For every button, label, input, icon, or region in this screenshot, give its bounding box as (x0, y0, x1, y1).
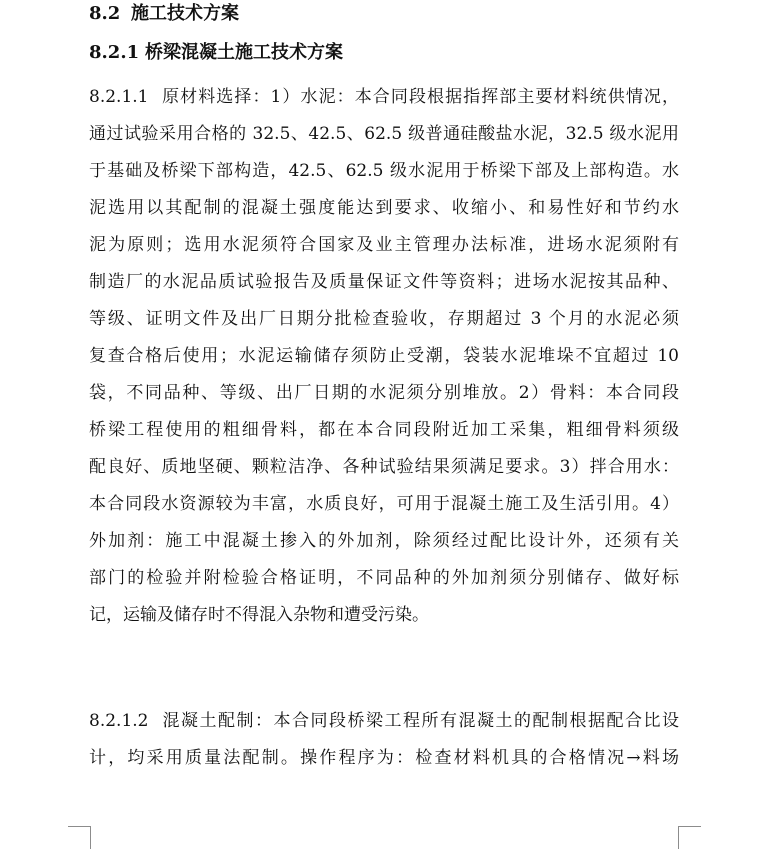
paragraph-line: 记，运输及储存时不得混入杂物和遭受污染。 (89, 605, 429, 625)
section-title: 施工技术方案 (131, 3, 239, 24)
paragraph-line: 复查合格后使用；水泥运输储存须防止受潮，袋装水泥堆垛不宜超过 10 (89, 346, 679, 366)
paragraph-line: 制造厂的水泥品质试验报告及质量保证文件等资料；进场水泥按其品种、 (89, 272, 679, 292)
paragraph-number: 8.2.1.1 (89, 87, 149, 107)
subsection-number: 8.2.1 (89, 42, 140, 63)
paragraph-line: 袋，不同品种、等级、出厂日期的水泥须分别堆放。2）骨料：本合同段 (89, 383, 679, 403)
paragraph-line: 泥选用以其配制的混凝土强度能达到要求、收缩小、和易性好和节约水 (89, 198, 679, 218)
paragraph-line (89, 79, 679, 116)
paragraph-line: 部门的检验并附检验合格证明，不同品种的外加剂须分别储存、做好标 (89, 568, 679, 588)
paragraph-line: 于基础及桥梁下部构造，42.5、62.5 级水泥用于桥梁下部及上部构造。水 (89, 161, 679, 181)
paragraph-line: 桥梁工程使用的粗细骨料，都在本合同段附近加工采集，粗细骨料须级 (89, 420, 679, 440)
paragraph-line: 等级、证明文件及出厂日期分批检查验收，存期超过 3 个月的水泥必须 (89, 309, 679, 329)
section-number: 8.2 (89, 3, 121, 24)
paragraph-line: 计，均采用质量法配制。操作程序为：检查材料机具的合格情况→料场 (89, 748, 679, 768)
paragraph-raw-materials (89, 79, 679, 634)
paragraph-line: 本合同段水资源较为丰富，水质良好，可用于混凝土施工及生活引用。4） (89, 494, 679, 514)
subsection-title: 桥梁混凝土施工技术方案 (145, 42, 343, 63)
paragraph-concrete-mix (89, 703, 679, 777)
paragraph-line: 通过试验采用合格的 32.5、42.5、62.5 级普通硅酸盐水泥，32.5 级水泥用 (89, 124, 679, 144)
paragraph-line (89, 703, 679, 740)
section-heading (89, 2, 239, 26)
paragraph-line: 外加剂：施工中混凝土掺入的外加剂，除须经过配比设计外，还须有关 (89, 531, 679, 551)
paragraph-number: 8.2.1.2 (89, 711, 149, 731)
subsection-heading (89, 41, 343, 65)
paragraph-line: 配良好、质地坚硬、颗粒洁净、各种试验结果须满足要求。3）拌合用水： (89, 457, 679, 477)
paragraph-line-text: 混凝土配制：本合同段桥梁工程所有混凝土的配制根据配合比设 (161, 711, 679, 731)
paragraph-line: 泥为原则；选用水泥须符合国家及业主管理办法标准，进场水泥须附有 (89, 235, 679, 255)
paragraph-line-text: 原材料选择：1）水泥：本合同段根据指挥部主要材料统供情况， (161, 87, 679, 107)
